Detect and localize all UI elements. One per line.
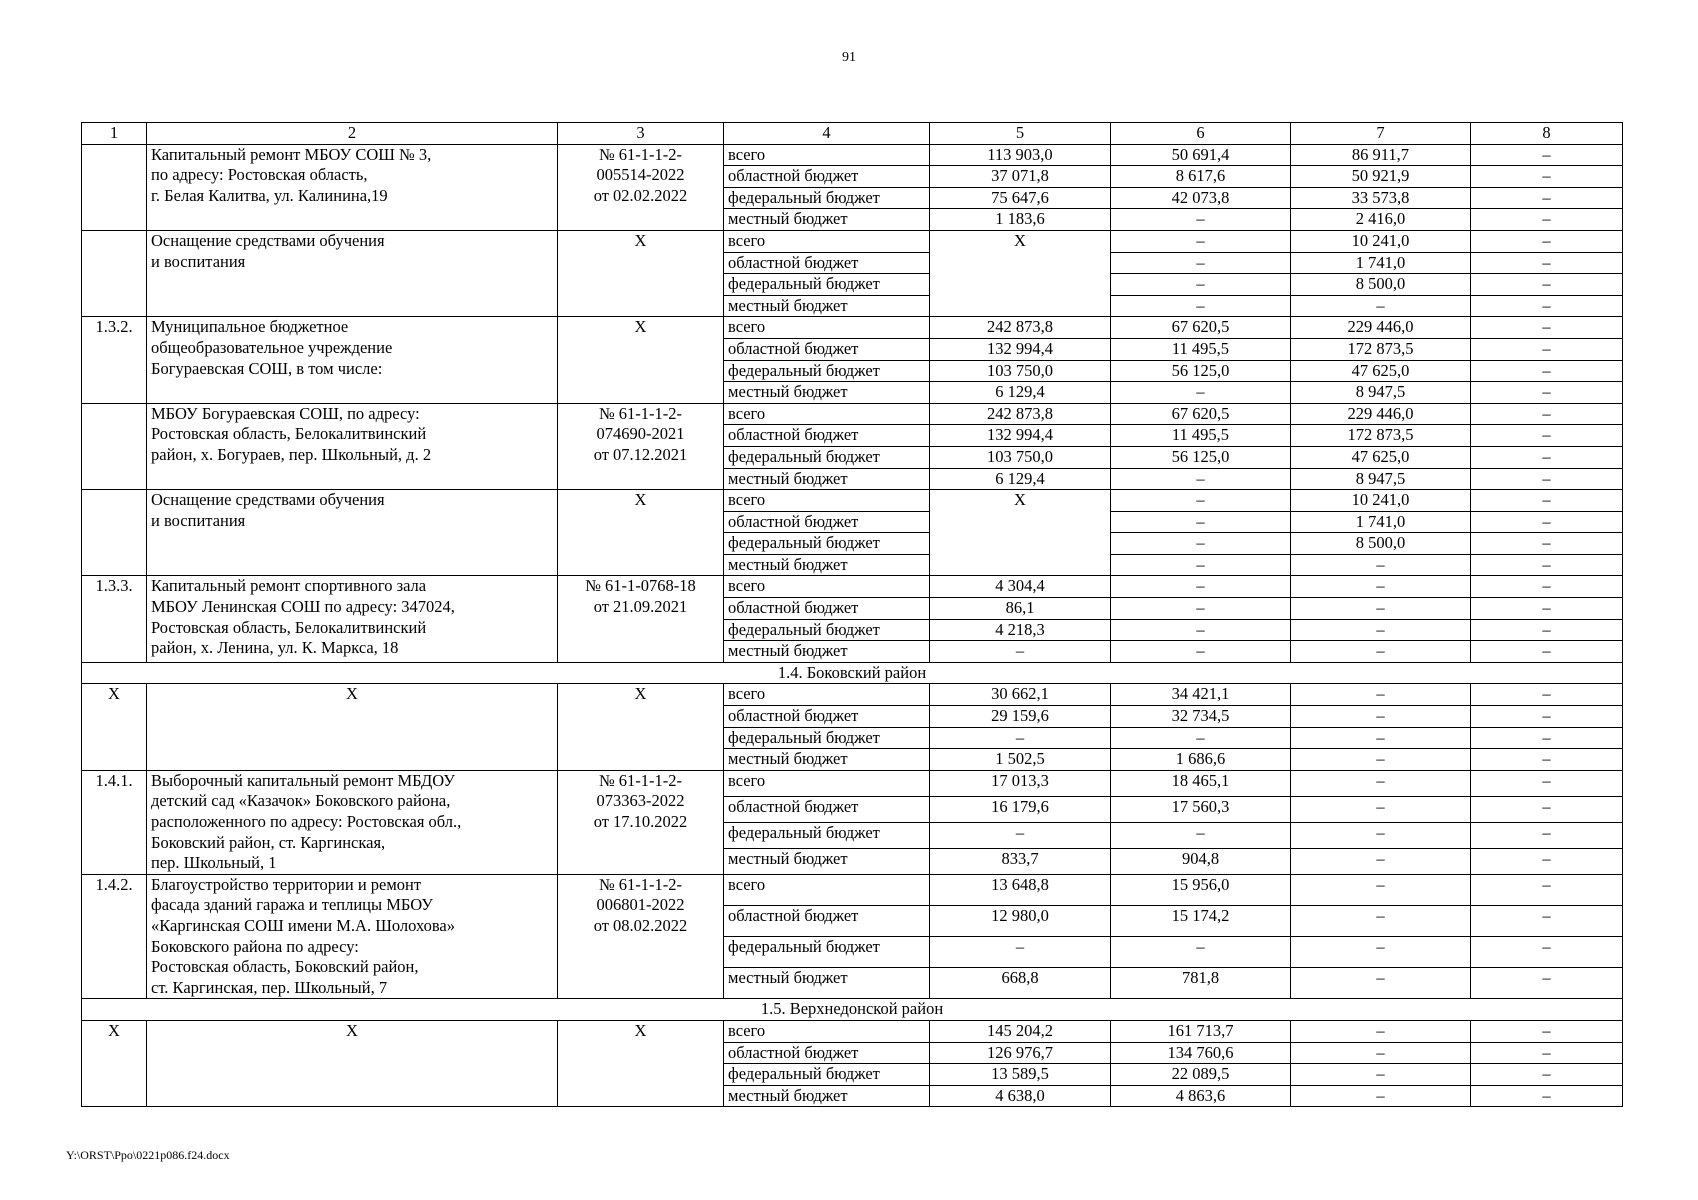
value-col8: – — [1471, 619, 1623, 641]
item-name-line: район, х. Ленина, ул. К. Маркса, 18 — [151, 638, 399, 658]
budget-type: местный бюджет — [724, 848, 930, 874]
value-col8: – — [1471, 1042, 1623, 1064]
value-col6: – — [1111, 641, 1291, 663]
item-name-line: Боковский район, ст. Каргинская, — [151, 832, 386, 852]
value-col8: – — [1471, 937, 1623, 968]
value-col5: 132 994,4 — [930, 338, 1111, 360]
value-col7: – — [1291, 749, 1471, 771]
value-col6: 781,8 — [1111, 968, 1291, 999]
budget-type: местный бюджет — [724, 554, 930, 576]
item-name — [147, 770, 558, 874]
value-col7: 50 921,9 — [1291, 166, 1471, 188]
value-col7: – — [1291, 576, 1471, 598]
item-name-line: и воспитания — [151, 510, 246, 530]
column-header: 5 — [930, 123, 1111, 145]
item-name-line: МБОУ Богураевская СОШ, по адресу: — [151, 403, 420, 423]
value-col5: 1 502,5 — [930, 749, 1111, 771]
value-col7: 8 500,0 — [1291, 274, 1471, 296]
value-col5: – — [930, 822, 1111, 848]
value-col6: – — [1111, 274, 1291, 296]
item-name-line: ст. Каргинская, пер. Школьный, 7 — [151, 977, 388, 997]
budget-type: областной бюджет — [724, 338, 930, 360]
value-col5: 113 903,0 — [930, 144, 1111, 166]
value-col6: 34 421,1 — [1111, 684, 1291, 706]
document-number — [558, 230, 724, 316]
item-number — [82, 230, 147, 316]
value-col7: 33 573,8 — [1291, 187, 1471, 209]
value-col5: 13 648,8 — [930, 874, 1111, 905]
column-header: 6 — [1111, 123, 1291, 145]
footer-file-path: Y:\ORST\Ppo\0221p086.f24.docx — [66, 1148, 230, 1162]
value-col5: 29 159,6 — [930, 706, 1111, 728]
budget-type: областной бюджет — [724, 1042, 930, 1064]
value-col6: 904,8 — [1111, 848, 1291, 874]
value-col6: 50 691,4 — [1111, 144, 1291, 166]
item-name-line: общеобразовательное учреждение — [151, 337, 393, 357]
value-col7: – — [1291, 1020, 1471, 1042]
budget-type: местный бюджет — [724, 209, 930, 231]
value-col7: 47 625,0 — [1291, 360, 1471, 382]
value-col8: – — [1471, 770, 1623, 796]
value-col7: – — [1291, 937, 1471, 968]
budget-type: областной бюджет — [724, 905, 930, 936]
item-number — [82, 490, 147, 576]
table-row — [82, 317, 1623, 339]
budget-type: всего — [724, 317, 930, 339]
value-col5: 668,8 — [930, 968, 1111, 999]
budget-type: местный бюджет — [724, 295, 930, 317]
value-col5: 132 994,4 — [930, 425, 1111, 447]
budget-type: всего — [724, 874, 930, 905]
value-col5: 4 638,0 — [930, 1085, 1111, 1107]
value-col8: – — [1471, 1085, 1623, 1107]
value-col5: 1 183,6 — [930, 209, 1111, 231]
value-col7: – — [1291, 1064, 1471, 1086]
document-number — [558, 144, 724, 230]
value-col6: 11 495,5 — [1111, 338, 1291, 360]
table-row — [82, 874, 1623, 905]
value-col6: – — [1111, 252, 1291, 274]
value-col6: – — [1111, 511, 1291, 533]
value-col5: 103 750,0 — [930, 446, 1111, 468]
value-col7: 47 625,0 — [1291, 446, 1471, 468]
item-name-line: Ростовская область, Белокалитвинский — [151, 617, 427, 637]
section-title: 1.4. Боковский район — [82, 662, 1623, 684]
value-col5: 242 873,8 — [930, 403, 1111, 425]
value-col5: 16 179,6 — [930, 796, 1111, 822]
column-header: 2 — [147, 123, 558, 145]
table-row — [82, 403, 1623, 425]
column-header: 7 — [1291, 123, 1471, 145]
column-header: 8 — [1471, 123, 1623, 145]
column-header: 1 — [82, 123, 147, 145]
value-col7: – — [1291, 641, 1471, 663]
value-col6: – — [1111, 598, 1291, 620]
item-name — [147, 144, 558, 230]
value-col5: 103 750,0 — [930, 360, 1111, 382]
budget-type: федеральный бюджет — [724, 360, 930, 382]
item-name — [147, 230, 558, 316]
document-number — [558, 1020, 724, 1106]
budget-type: областной бюджет — [724, 252, 930, 274]
document-line: Х — [634, 230, 647, 250]
document-number — [558, 684, 724, 770]
value-col8: – — [1471, 968, 1623, 999]
value-col8: – — [1471, 295, 1623, 317]
value-col8: – — [1471, 511, 1623, 533]
budget-type: областной бюджет — [724, 511, 930, 533]
document-line: 006801-2022 — [596, 895, 685, 915]
value-col5: 6 129,4 — [930, 382, 1111, 404]
value-col7: – — [1291, 848, 1471, 874]
budget-type: всего — [724, 1020, 930, 1042]
document-line: от 08.02.2022 — [593, 915, 688, 935]
budget-type: областной бюджет — [724, 796, 930, 822]
budget-type: областной бюджет — [724, 598, 930, 620]
value-col5: Х — [930, 230, 1111, 316]
value-col6: – — [1111, 937, 1291, 968]
value-col6: 134 760,6 — [1111, 1042, 1291, 1064]
value-col7: – — [1291, 770, 1471, 796]
budget-type: областной бюджет — [724, 706, 930, 728]
value-col8: – — [1471, 1020, 1623, 1042]
section-row — [82, 999, 1623, 1021]
value-col7: 172 873,5 — [1291, 338, 1471, 360]
item-name-line: расположенного по адресу: Ростовская обл., — [151, 812, 462, 831]
budget-type: федеральный бюджет — [724, 822, 930, 848]
value-col8: – — [1471, 598, 1623, 620]
value-col6: 11 495,5 — [1111, 425, 1291, 447]
document-line: 074690-2021 — [596, 424, 685, 444]
value-col6: – — [1111, 822, 1291, 848]
value-col7: 10 241,0 — [1291, 230, 1471, 252]
value-col5: 126 976,7 — [930, 1042, 1111, 1064]
value-col8: – — [1471, 554, 1623, 576]
document-line: Х — [634, 684, 647, 704]
item-name-line: район, х. Богураев, пер. Школьный, д. 2 — [151, 444, 432, 464]
item-name-line: Выборочный капитальный ремонт МБДОУ — [151, 770, 455, 790]
value-col7: – — [1291, 822, 1471, 848]
value-col6: – — [1111, 295, 1291, 317]
budget-type: всего — [724, 230, 930, 252]
value-col8: – — [1471, 848, 1623, 874]
item-number — [82, 144, 147, 230]
budget-type: всего — [724, 490, 930, 512]
value-col5: 6 129,4 — [930, 468, 1111, 490]
value-col5: – — [930, 641, 1111, 663]
value-col6: – — [1111, 490, 1291, 512]
budget-type: федеральный бюджет — [724, 533, 930, 555]
value-col8: – — [1471, 317, 1623, 339]
item-number: 1.3.3. — [82, 576, 147, 662]
column-header: 4 — [724, 123, 930, 145]
document-line: 073363-2022 — [596, 791, 685, 811]
value-col8: – — [1471, 727, 1623, 749]
budget-type: местный бюджет — [724, 641, 930, 663]
value-col6: 15 174,2 — [1111, 905, 1291, 936]
table-row — [82, 230, 1623, 252]
value-col8: – — [1471, 446, 1623, 468]
item-number — [82, 403, 147, 489]
value-col7: – — [1291, 619, 1471, 641]
value-col6: 67 620,5 — [1111, 403, 1291, 425]
item-name-line: фасада зданий гаража и теплицы МБОУ — [151, 895, 433, 915]
budget-type: федеральный бюджет — [724, 1064, 930, 1086]
budget-type: федеральный бюджет — [724, 446, 930, 468]
value-col8: – — [1471, 338, 1623, 360]
budget-type: федеральный бюджет — [724, 727, 930, 749]
value-col7: 10 241,0 — [1291, 490, 1471, 512]
value-col5: 75 647,6 — [930, 187, 1111, 209]
value-col8: – — [1471, 905, 1623, 936]
document-line: Х — [634, 490, 647, 510]
item-number: 1.3.2. — [82, 317, 147, 403]
value-col8: – — [1471, 641, 1623, 663]
item-name-line: Благоустройство территории и ремонт — [151, 874, 422, 894]
document-number — [558, 317, 724, 403]
value-col6: 56 125,0 — [1111, 360, 1291, 382]
table-row — [82, 576, 1623, 598]
document-line: от 17.10.2022 — [593, 812, 688, 831]
document-line: № 61-1-1-2- — [598, 403, 683, 423]
value-col5: 37 071,8 — [930, 166, 1111, 188]
value-col7: – — [1291, 796, 1471, 822]
item-name — [147, 576, 558, 662]
value-col5: 17 013,3 — [930, 770, 1111, 796]
value-col8: – — [1471, 360, 1623, 382]
value-col6: 42 073,8 — [1111, 187, 1291, 209]
value-col7: 229 446,0 — [1291, 403, 1471, 425]
table-row — [82, 1020, 1623, 1042]
table-row — [82, 490, 1623, 512]
value-col8: – — [1471, 749, 1623, 771]
value-col8: – — [1471, 1064, 1623, 1086]
value-col7: – — [1291, 295, 1471, 317]
value-col6: 56 125,0 — [1111, 446, 1291, 468]
item-number: Х — [82, 1020, 147, 1106]
value-col7: – — [1291, 727, 1471, 749]
item-name-line: МБОУ Ленинская СОШ по адресу: 347024, — [151, 597, 455, 617]
document-number — [558, 770, 724, 874]
value-col6: – — [1111, 576, 1291, 598]
document-line: Х — [634, 1020, 647, 1040]
item-name-line: Оснащение средствами обучения — [151, 490, 385, 510]
value-col7: – — [1291, 554, 1471, 576]
budget-type: местный бюджет — [724, 749, 930, 771]
value-col8: – — [1471, 252, 1623, 274]
value-col7: – — [1291, 874, 1471, 905]
value-col7: 86 911,7 — [1291, 144, 1471, 166]
item-name-line: Х — [346, 684, 358, 704]
section-title: 1.5. Верхнедонской район — [82, 999, 1623, 1021]
value-col6: – — [1111, 727, 1291, 749]
value-col7: – — [1291, 968, 1471, 999]
item-name-line: Ростовская область, Боковский район, — [151, 957, 419, 977]
table-row — [82, 770, 1623, 796]
item-name — [147, 403, 558, 489]
item-name — [147, 684, 558, 770]
item-name-line: пер. Школьный, 1 — [151, 853, 277, 873]
item-name-line: Оснащение средствами обучения — [151, 230, 385, 250]
value-col5: 4 218,3 — [930, 619, 1111, 641]
document-line: 005514-2022 — [596, 165, 685, 185]
value-col6: – — [1111, 468, 1291, 490]
budget-type: федеральный бюджет — [724, 274, 930, 296]
value-col8: – — [1471, 533, 1623, 555]
item-name-line: Ростовская область, Белокалитвинский — [151, 424, 427, 444]
item-name — [147, 317, 558, 403]
item-name-line: и воспитания — [151, 251, 246, 271]
item-name-line: Капитальный ремонт спортивного зала — [151, 576, 427, 596]
budget-type: всего — [724, 403, 930, 425]
document-line: от 21.09.2021 — [593, 597, 688, 617]
value-col7: 8 947,5 — [1291, 468, 1471, 490]
item-name-line: Боковского района по адресу: — [151, 936, 359, 956]
document-number — [558, 490, 724, 576]
value-col7: – — [1291, 905, 1471, 936]
value-col8: – — [1471, 822, 1623, 848]
value-col6: 161 713,7 — [1111, 1020, 1291, 1042]
budget-type: федеральный бюджет — [724, 619, 930, 641]
value-col6: 17 560,3 — [1111, 796, 1291, 822]
value-col7: 1 741,0 — [1291, 252, 1471, 274]
value-col5: 4 304,4 — [930, 576, 1111, 598]
budget-type: всего — [724, 576, 930, 598]
budget-type: местный бюджет — [724, 1085, 930, 1107]
item-name-line: Муниципальное бюджетное — [151, 317, 349, 337]
document-line: от 02.02.2022 — [593, 185, 688, 205]
value-col6: 18 465,1 — [1111, 770, 1291, 796]
value-col8: – — [1471, 490, 1623, 512]
value-col8: – — [1471, 684, 1623, 706]
value-col7: 229 446,0 — [1291, 317, 1471, 339]
budget-type: местный бюджет — [724, 468, 930, 490]
value-col7: – — [1291, 684, 1471, 706]
item-name — [147, 1020, 558, 1106]
item-number: 1.4.2. — [82, 874, 147, 999]
value-col8: – — [1471, 166, 1623, 188]
item-name-line: г. Белая Калитва, ул. Калинина,19 — [151, 185, 388, 205]
document-number — [558, 403, 724, 489]
value-col6: 8 617,6 — [1111, 166, 1291, 188]
value-col6: – — [1111, 533, 1291, 555]
document-line: от 07.12.2021 — [593, 444, 688, 464]
value-col5: 12 980,0 — [930, 905, 1111, 936]
budget-type: всего — [724, 770, 930, 796]
value-col8: – — [1471, 576, 1623, 598]
value-col5: 145 204,2 — [930, 1020, 1111, 1042]
item-name — [147, 874, 558, 999]
value-col7: – — [1291, 598, 1471, 620]
value-col8: – — [1471, 425, 1623, 447]
item-name-line: Капитальный ремонт МБОУ СОШ № 3, — [151, 144, 432, 164]
table-row — [82, 144, 1623, 166]
value-col8: – — [1471, 874, 1623, 905]
section-row — [82, 662, 1623, 684]
value-col6: – — [1111, 382, 1291, 404]
document-line: № 61-1-1-2- — [598, 770, 683, 790]
budget-type: всего — [724, 144, 930, 166]
value-col7: 8 947,5 — [1291, 382, 1471, 404]
value-col8: – — [1471, 209, 1623, 231]
value-col6: 67 620,5 — [1111, 317, 1291, 339]
item-name — [147, 490, 558, 576]
value-col8: – — [1471, 403, 1623, 425]
value-col5: 13 589,5 — [930, 1064, 1111, 1086]
value-col8: – — [1471, 706, 1623, 728]
page-number: 91 — [842, 50, 856, 65]
value-col7: 1 741,0 — [1291, 511, 1471, 533]
value-col6: – — [1111, 209, 1291, 231]
value-col6: 22 089,5 — [1111, 1064, 1291, 1086]
budget-type: местный бюджет — [724, 968, 930, 999]
item-name-line: детский сад «Казачок» Боковского района, — [151, 791, 451, 811]
value-col8: – — [1471, 274, 1623, 296]
value-col5: Х — [930, 490, 1111, 576]
budget-table — [81, 122, 1623, 1107]
value-col5: 833,7 — [930, 848, 1111, 874]
value-col6: – — [1111, 554, 1291, 576]
value-col7: 2 416,0 — [1291, 209, 1471, 231]
header-row — [82, 123, 1623, 145]
value-col7: 172 873,5 — [1291, 425, 1471, 447]
value-col7: – — [1291, 1042, 1471, 1064]
item-name-line: «Каргинская СОШ имени М.А. Шолохова» — [151, 915, 455, 935]
budget-type: местный бюджет — [724, 382, 930, 404]
table-row — [82, 684, 1623, 706]
document-number — [558, 874, 724, 999]
document-line: № 61-1-1-2- — [598, 874, 683, 894]
item-name-line: Богураевская СОШ, в том числе: — [151, 358, 383, 378]
value-col8: – — [1471, 382, 1623, 404]
value-col8: – — [1471, 468, 1623, 490]
item-name-line: Х — [346, 1020, 358, 1040]
value-col7: – — [1291, 706, 1471, 728]
value-col6: – — [1111, 619, 1291, 641]
value-col7: – — [1291, 1085, 1471, 1107]
value-col6: – — [1111, 230, 1291, 252]
value-col8: – — [1471, 187, 1623, 209]
budget-type: областной бюджет — [724, 425, 930, 447]
value-col5: 86,1 — [930, 598, 1111, 620]
value-col5: – — [930, 937, 1111, 968]
item-number: 1.4.1. — [82, 770, 147, 874]
value-col6: 32 734,5 — [1111, 706, 1291, 728]
value-col5: – — [930, 727, 1111, 749]
document-number — [558, 576, 724, 662]
budget-type: федеральный бюджет — [724, 937, 930, 968]
value-col8: – — [1471, 144, 1623, 166]
item-number: Х — [82, 684, 147, 770]
value-col6: 1 686,6 — [1111, 749, 1291, 771]
value-col6: 4 863,6 — [1111, 1085, 1291, 1107]
budget-type: областной бюджет — [724, 166, 930, 188]
column-header: 3 — [558, 123, 724, 145]
value-col6: 15 956,0 — [1111, 874, 1291, 905]
document-line: № 61-1-0768-18 — [585, 576, 696, 596]
value-col8: – — [1471, 796, 1623, 822]
budget-type: федеральный бюджет — [724, 187, 930, 209]
value-col5: 242 873,8 — [930, 317, 1111, 339]
value-col5: 30 662,1 — [930, 684, 1111, 706]
item-name-line: по адресу: Ростовская область, — [151, 165, 368, 185]
document-line: Х — [634, 317, 647, 337]
budget-type: всего — [724, 684, 930, 706]
document-line: № 61-1-1-2- — [598, 144, 683, 164]
value-col8: – — [1471, 230, 1623, 252]
value-col7: 8 500,0 — [1291, 533, 1471, 555]
